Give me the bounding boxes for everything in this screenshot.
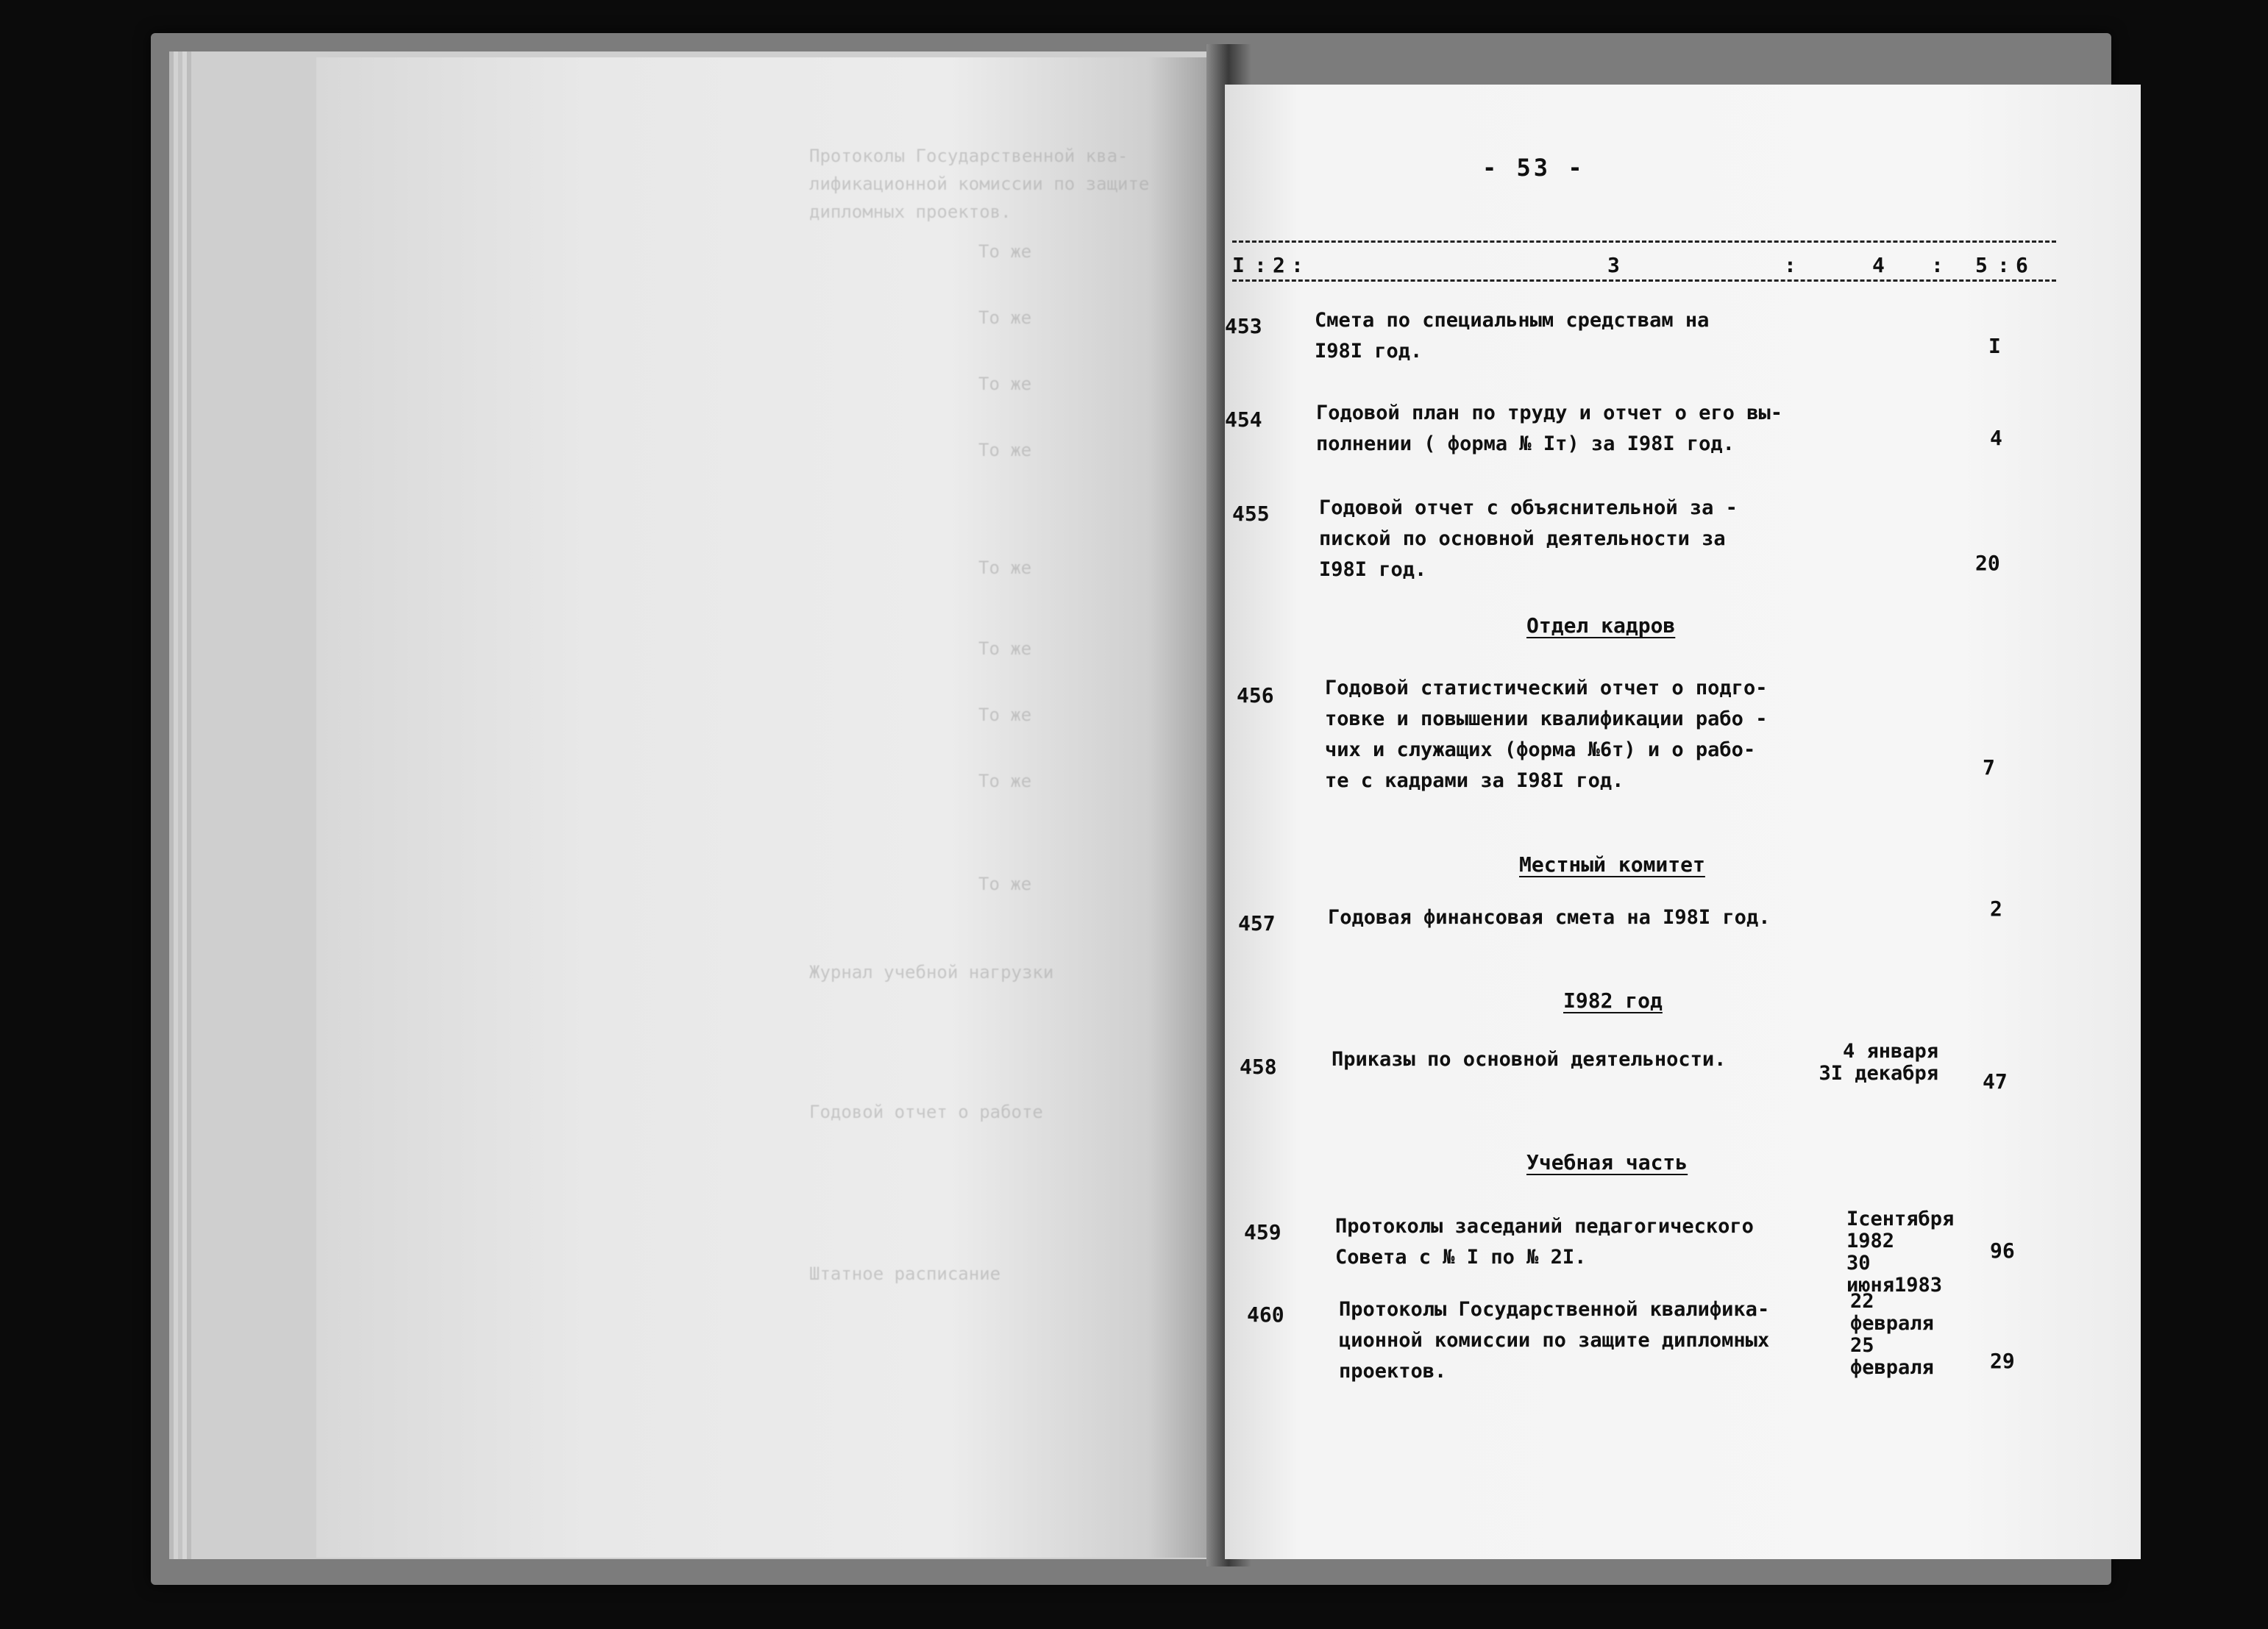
entry-number: 453 — [1225, 314, 1262, 338]
entry-title: Годовая финансовая смета на I98I год. — [1328, 906, 1771, 929]
ghost-text: Годовой отчет о работе — [809, 1102, 1043, 1122]
section-heading-year: I982 год — [1563, 988, 1663, 1013]
column-header-sep: : — [1254, 253, 1267, 277]
entry-title: Протоколы Государственной квалифика- ционной комиссии по защите дипломных проектов. — [1339, 1298, 1770, 1383]
entry-title: Приказы по основной деятельности. — [1332, 1048, 1727, 1071]
column-header-1: I — [1232, 253, 1245, 277]
entry-date-range: Iсентября 1982 30 июня1983 — [1846, 1208, 1955, 1297]
entry-title: Смета по специальным средствам на I98I год. — [1315, 309, 1710, 363]
entry-sheet-count: 7 — [1983, 755, 1995, 780]
header-rule-bottom — [1232, 279, 2056, 282]
section-heading-kadry: Отдел кадров — [1526, 613, 1676, 638]
column-header-6: 6 — [2016, 253, 2028, 277]
entry-sheet-count: 2 — [1990, 897, 2002, 921]
page-number: - 53 - — [1482, 154, 1585, 182]
column-header-5: 5 — [1975, 253, 1988, 277]
column-header-4: 4 — [1872, 253, 1885, 277]
column-header-sep: : — [1931, 253, 1944, 277]
entry-sheet-count: 96 — [1990, 1238, 2015, 1263]
ghost-text: Журнал учебной нагрузки — [809, 962, 1054, 983]
ghost-text: То же — [978, 771, 1032, 791]
entry-title: Годовой статистический отчет о подго- товке и повышении квалификации рабо - чих и служащих (форма №6т) и о рабо- те с кадрами за I98I год. — [1325, 677, 1768, 792]
ghost-text: Штатное расписание — [809, 1263, 1001, 1284]
column-header-2: 2 — [1273, 253, 1285, 277]
entry-date-range: 22 февраля 25 февраля — [1850, 1290, 1934, 1379]
header-rule-top — [1232, 240, 2056, 243]
section-heading-uchebnaya: Учебная часть — [1526, 1150, 1688, 1174]
right-page — [1225, 85, 2141, 1559]
left-page — [316, 57, 1221, 1558]
entry-sheet-count: 4 — [1990, 426, 2002, 450]
ghost-text: То же — [978, 874, 1032, 894]
column-header-3: 3 — [1607, 253, 1620, 277]
ghost-text: То же — [978, 241, 1032, 262]
entry-title: Годовой отчет с объяснительной за - пиской по основной деятельности за I98I год. — [1319, 496, 1738, 581]
entry-sheet-count: I — [1988, 334, 2001, 358]
entry-number: 456 — [1237, 683, 1274, 707]
ghost-text: То же — [978, 374, 1032, 394]
ghost-text: То же — [978, 557, 1032, 578]
entry-title: Протоколы заседаний педагогического Совета с № I по № 2I. — [1335, 1215, 1754, 1269]
entry-number: 454 — [1225, 407, 1262, 432]
ghost-text: Протоколы Государственной ква- — [809, 146, 1128, 166]
entry-number: 457 — [1238, 911, 1276, 935]
entry-number: 460 — [1247, 1302, 1284, 1327]
entry-sheet-count: 47 — [1983, 1069, 2008, 1094]
ghost-text: дипломных проектов. — [809, 202, 1012, 222]
section-heading-mestkom: Местный комитет — [1519, 852, 1705, 877]
entry-title: Годовой план по труду и отчет о его вы- полнении ( форма № Iт) за I98I год. — [1316, 402, 1782, 455]
column-header-sep: : — [1997, 253, 2010, 277]
ghost-text: То же — [978, 638, 1032, 659]
ghost-text: То же — [978, 307, 1032, 328]
entry-sheet-count: 29 — [1990, 1349, 2015, 1373]
entry-sheet-count: 20 — [1975, 551, 2000, 575]
entry-number: 459 — [1244, 1220, 1281, 1244]
entry-number: 455 — [1232, 502, 1270, 526]
column-header-sep: : — [1784, 253, 1796, 277]
entry-date-range: 4 января 3I декабря — [1819, 1040, 1938, 1085]
ghost-text: лификационной комиссии по защите — [809, 174, 1150, 194]
entry-number: 458 — [1240, 1055, 1277, 1079]
column-header-sep: : — [1291, 253, 1304, 277]
ghost-text: То же — [978, 705, 1032, 725]
ghost-text: То же — [978, 440, 1032, 460]
